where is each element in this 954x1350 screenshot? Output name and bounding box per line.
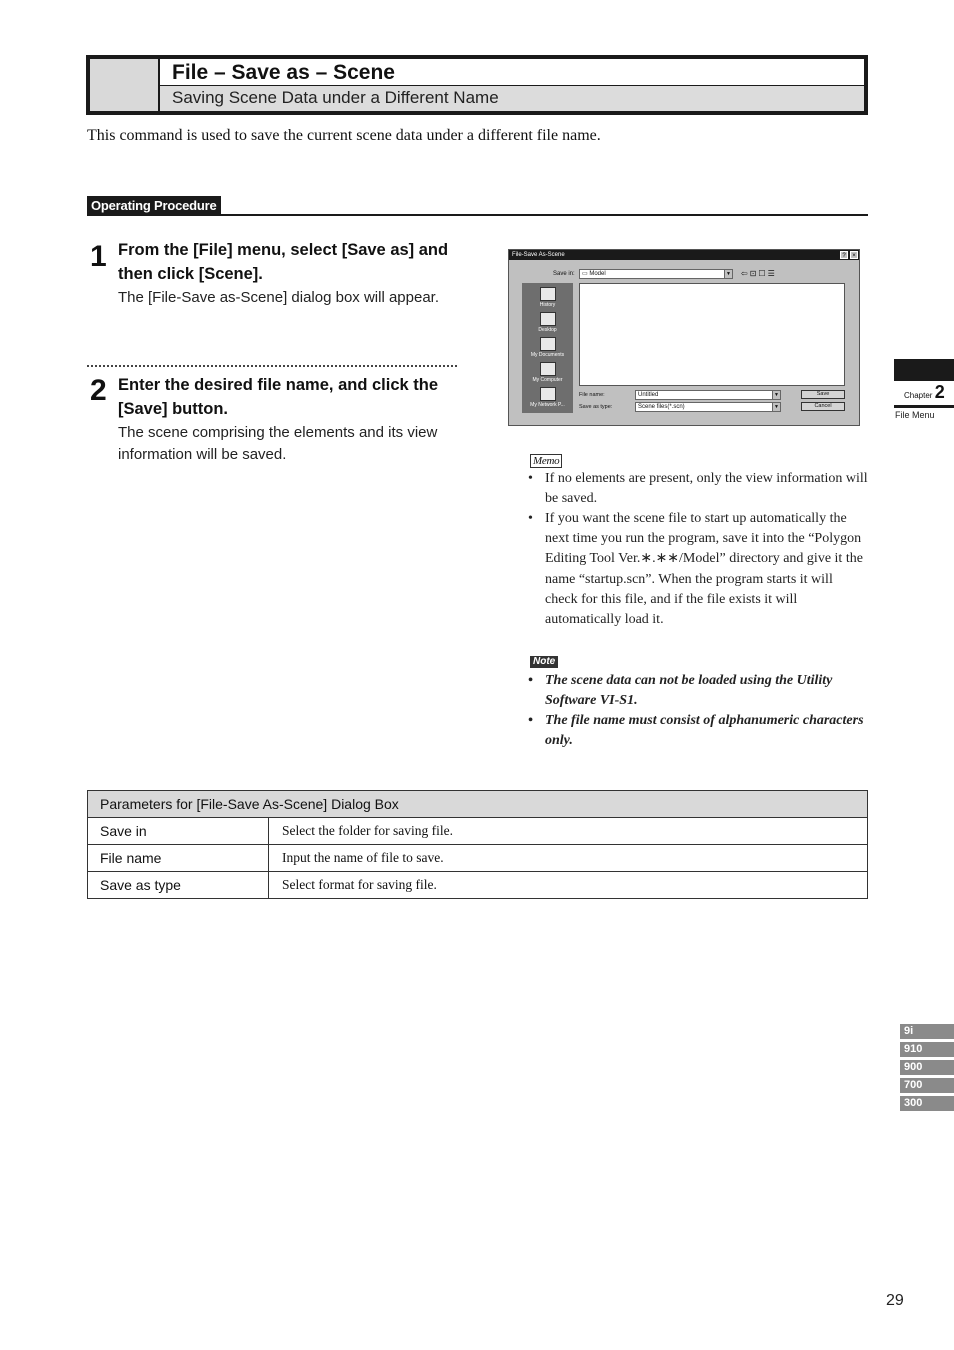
- save-button[interactable]: Save: [801, 390, 845, 399]
- step-divider: [87, 365, 457, 367]
- save-in-value: Model: [589, 271, 606, 277]
- param-desc: Select format for saving file.: [269, 872, 868, 899]
- table-row: [88, 845, 868, 872]
- page-number: 29: [886, 1292, 904, 1309]
- bullet-icon: •: [528, 713, 533, 728]
- step-2-title: Enter the desired file name, and click the [Save] button.: [118, 376, 439, 418]
- documents-icon: [540, 337, 556, 351]
- bullet-icon: •: [528, 511, 533, 526]
- note-icon: Note: [530, 656, 558, 668]
- place-history[interactable]: History: [522, 287, 573, 308]
- save-in-select[interactable]: [579, 269, 733, 279]
- chapter-section: File Menu: [895, 410, 935, 420]
- chapter-divider: [894, 405, 954, 408]
- file-list[interactable]: [579, 283, 845, 386]
- intro-text: This command is used to save the current scene data under a different file name.: [87, 127, 601, 144]
- save-as-type-label: Save as type:: [579, 404, 613, 410]
- file-name-label: File name:: [579, 392, 605, 398]
- table-title: Parameters for [File-Save As-Scene] Dialog Box: [88, 791, 868, 818]
- step-1-title: From the [File] menu, select [Save as] and then click [Scene].: [118, 241, 449, 283]
- place-my-network[interactable]: My Network P...: [522, 387, 573, 408]
- step-1-desc: The [File-Save as-Scene] dialog box will appear.: [118, 289, 440, 306]
- file-name-input[interactable]: [635, 390, 781, 400]
- model-tab: 300: [900, 1096, 954, 1111]
- save-as-type-value: Scene files(*.scn): [638, 404, 685, 410]
- dialog-toolbar: [741, 269, 777, 278]
- step-2-number: 2: [90, 374, 106, 407]
- chevron-down-icon: ▼: [772, 403, 780, 411]
- cancel-button[interactable]: Cancel: [801, 402, 845, 411]
- chapter-number: 2: [934, 382, 945, 402]
- back-icon[interactable]: ⇦: [741, 269, 750, 278]
- model-tab: 700: [900, 1078, 954, 1093]
- param-desc: Select the folder for saving file.: [269, 818, 868, 845]
- note-item: • The file name must consist of alphanumeric characters only.: [528, 713, 864, 749]
- chevron-down-icon: ▼: [724, 270, 732, 278]
- table-row: [88, 818, 868, 845]
- folder-icon: ▭: [582, 271, 590, 277]
- computer-icon: [540, 362, 556, 376]
- chevron-down-icon: ▼: [772, 391, 780, 399]
- save-in-label: Save in:: [553, 271, 575, 277]
- new-folder-icon[interactable]: ☐: [758, 269, 768, 278]
- param-desc: Input the name of file to save.: [269, 845, 868, 872]
- parameters-table: [87, 790, 868, 899]
- chapter-label: Chapter 2: [904, 382, 945, 402]
- model-tab: 9i: [900, 1024, 954, 1039]
- dialog-title: File-Save As-Scene: [512, 252, 565, 258]
- dialog-titlebar: [509, 250, 859, 260]
- save-as-type-select[interactable]: [635, 402, 781, 412]
- table-row: [88, 872, 868, 899]
- model-tabs: [900, 1024, 954, 1114]
- param-name: Save in: [88, 818, 269, 845]
- place-desktop[interactable]: Desktop: [522, 312, 573, 333]
- memo-item: • If you want the scene file to start up automatically the next time you run the program, save it into the “Polygon Editing Tool Ver.∗.∗∗/Model” directory and give it the name “startup.scn”. When the program starts it will check for this file, and if the file exists it will automatically load it.: [528, 511, 863, 628]
- file-name-value: Untitled: [638, 392, 659, 398]
- page-subtitle: Saving Scene Data under a Different Name: [160, 86, 864, 111]
- bullet-icon: •: [528, 471, 533, 486]
- model-tab: 910: [900, 1042, 954, 1057]
- up-folder-icon[interactable]: ⊡: [749, 269, 759, 278]
- step-1-number: 1: [90, 240, 106, 273]
- memo-item: • If no elements are present, only the view information will be saved.: [528, 471, 868, 507]
- table-header-row: [88, 791, 868, 818]
- section-header-text: [158, 59, 864, 111]
- step-2-desc: The scene comprising the elements and its view information will be saved.: [118, 424, 438, 463]
- chapter-tab: [894, 359, 954, 381]
- page-title: File – Save as – Scene: [160, 59, 864, 86]
- param-name: Save as type: [88, 872, 269, 899]
- place-my-documents[interactable]: My Documents: [522, 337, 573, 358]
- procedure-bar: [87, 196, 868, 216]
- network-icon: [540, 387, 556, 401]
- desktop-icon: [540, 312, 556, 326]
- history-icon: [540, 287, 556, 301]
- close-button[interactable]: ×: [850, 251, 858, 259]
- procedure-label: Operating Procedure: [87, 196, 221, 215]
- model-tab: 900: [900, 1060, 954, 1075]
- memo-icon: Memo: [530, 454, 562, 468]
- place-my-computer[interactable]: My Computer: [522, 362, 573, 383]
- save-as-scene-dialog: [508, 249, 860, 426]
- bullet-icon: •: [528, 673, 533, 688]
- places-bar: [522, 283, 573, 413]
- note-item: • The scene data can not be loaded using the Utility Software VI-S1.: [528, 673, 833, 709]
- section-header: [86, 55, 868, 115]
- help-button[interactable]: ?: [840, 251, 848, 259]
- view-menu-icon[interactable]: ☰: [767, 269, 777, 278]
- param-name: File name: [88, 845, 269, 872]
